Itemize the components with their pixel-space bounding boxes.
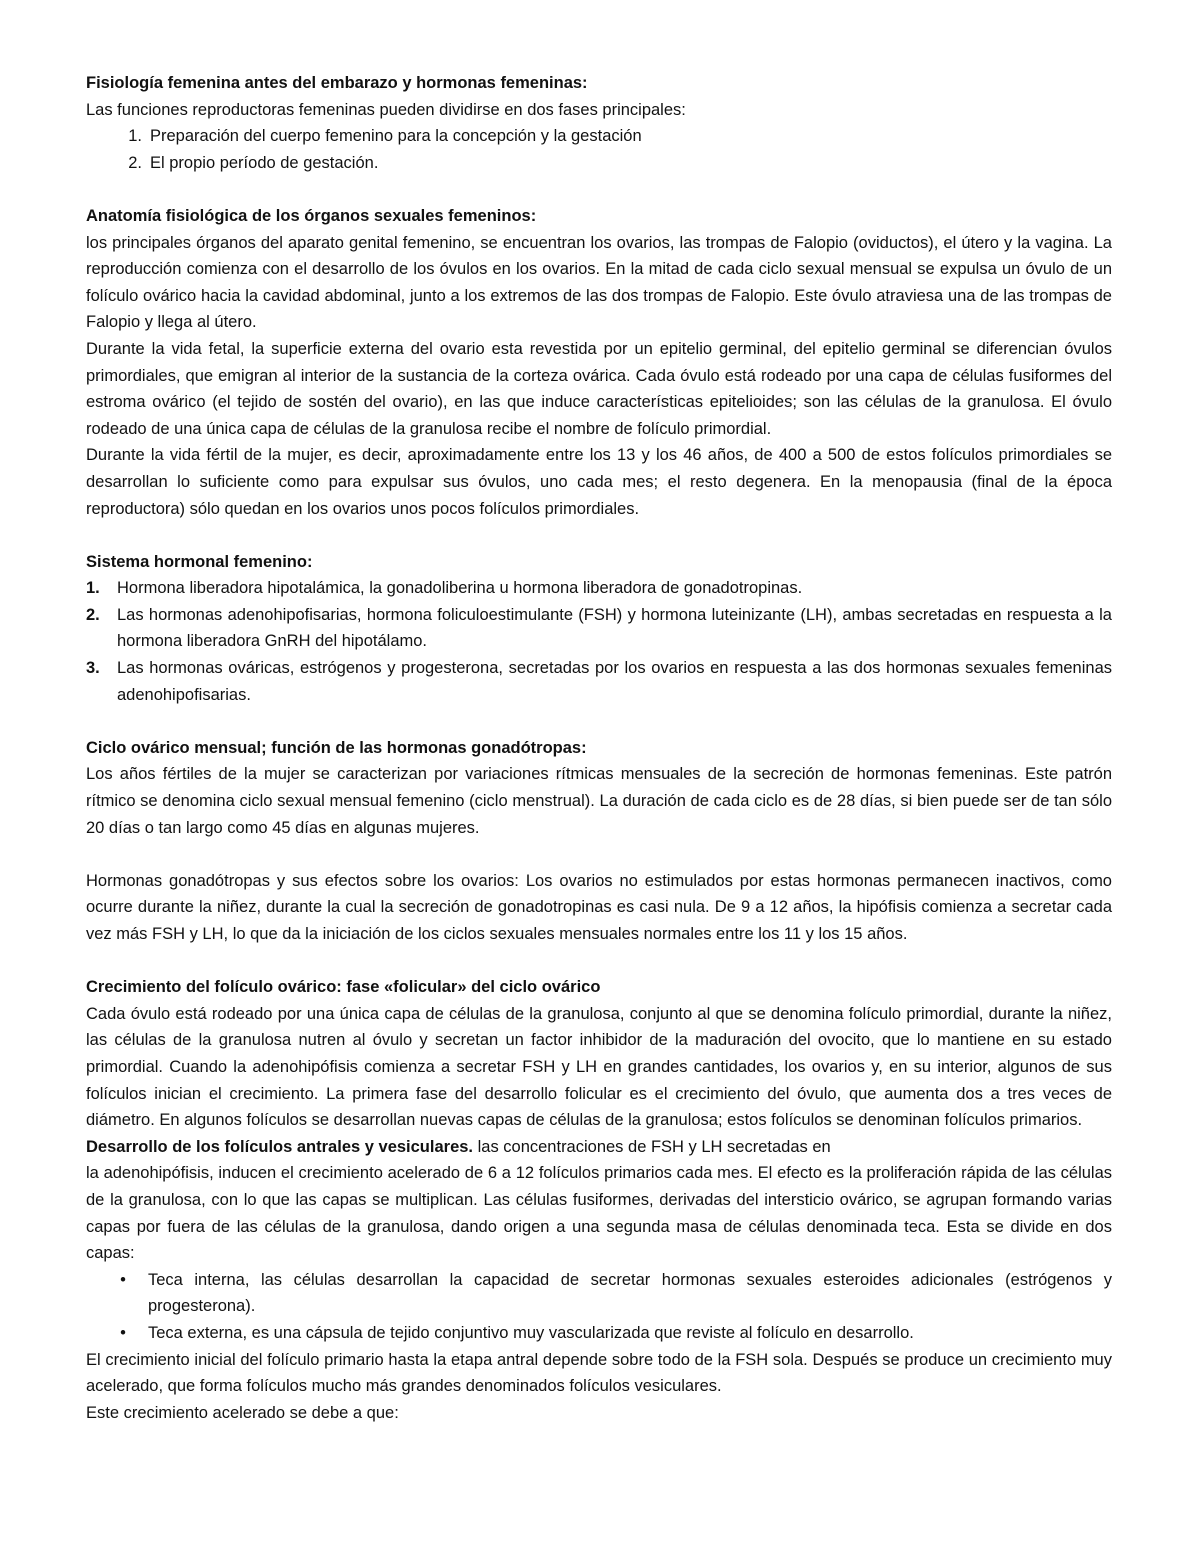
list-number: 2.	[86, 605, 100, 624]
numbered-list	[86, 123, 1112, 176]
subsection-text: las concentraciones de FSH y LH secretadas en	[473, 1137, 831, 1156]
section-title: Sistema hormonal femenino:	[86, 552, 313, 571]
paragraph: Las funciones reproductoras femeninas pueden dividirse en dos fases principales:	[86, 100, 686, 119]
subsection-title: Desarrollo de los folículos antrales y vesiculares.	[86, 1137, 474, 1156]
list-number: 3.	[86, 659, 100, 678]
list-item-text: Las hormonas ováricas, estrógenos y progesterona, secretadas por los ovarios en respuesta a las dos hormonas sexuales femeninas adenohipofisarias.	[117, 659, 1112, 704]
list-item-text: Teca interna, las células desarrollan la capacidad de secretar hormonas sexuales esteroides adicionales (estrógenos y progesterona).	[148, 1270, 1112, 1316]
list-number: 1.	[86, 579, 100, 598]
list-item-text: El propio período de gestación.	[150, 153, 379, 172]
section-title: Crecimiento del folículo ovárico: fase «folicular» del ciclo ovárico	[86, 978, 601, 997]
paragraph: Cada óvulo está rodeado por una única capa de células de la granulosa, conjunto al que se denomina folículo primordial, durante la niñez, las células de la granulosa nutren al óvulo y secretan un factor inhibidor de la maduración del ovocito, que lo mantiene en su estado primordial. Cuando la adenohipófisis comienza a secretar FSH y LH en grandes cantidades, los ovarios y, en su interior, algunos de sus folículos inician el crecimiento. La primera fase del desarrollo folicular es el crecimiento del óvulo, que aumenta dos a tres veces de diámetro. En algunos folículos se desarrollan nuevas capas de células de la granulosa; estos folículos se denominan folículos primarios.	[86, 1004, 1112, 1130]
bullet-icon: •	[120, 1270, 126, 1289]
bullet-list	[86, 1267, 1112, 1347]
list-item	[86, 1320, 1112, 1347]
list-item	[86, 123, 1112, 150]
list-item	[86, 655, 1112, 708]
list-item	[86, 150, 1112, 177]
paragraph: los principales órganos del aparato genital femenino, se encuentran los ovarios, las trompas de Falopio (oviductos), el útero y la vagina. La reproducción comienza con el desarrollo de los óvulos en los ovarios. En la mitad de cada ciclo sexual mensual se expulsa un óvulo de un folículo ovárico hacia la cavidad abdominal, junto a los extremos de las dos trompas de Falopio. Este óvulo atraviesa una de las trompas de Falopio y llega al útero.	[86, 233, 1112, 332]
paragraph: Hormonas gonadótropas y sus efectos sobre los ovarios: Los ovarios no estimulados por estas hormonas permanecen inactivos, como ocurre durante la niñez, durante la cual la secreción de gonadotropinas es casi nula. De 9 a 12 años, la hipófisis comienza a secretar cada vez más FSH y LH, lo que da la iniciación de los ciclos sexuales mensuales normales entre los 11 y los 15 años.	[86, 871, 1112, 943]
paragraph: El crecimiento inicial del folículo primario hasta la etapa antral depende sobre todo de la FSH sola. Después se produce un crecimiento muy acelerado, que forma folículos mucho más grandes denominados folículos vesiculares.	[86, 1350, 1112, 1396]
list-item-text: Hormona liberadora hipotalámica, la gonadoliberina u hormona liberadora de gonadotropinas.	[117, 579, 803, 598]
list-item	[86, 1267, 1112, 1320]
list-number: 2.	[128, 153, 142, 172]
numbered-list	[86, 575, 1112, 708]
list-item-text: Preparación del cuerpo femenino para la concepción y la gestación	[150, 127, 642, 146]
list-item-text: Teca externa, es una cápsula de tejido conjuntivo muy vascularizada que reviste al folículo en desarrollo.	[148, 1323, 914, 1342]
paragraph: Los años fértiles de la mujer se caracterizan por variaciones rítmicas mensuales de la secreción de hormonas femeninas. Este patrón rítmico se denomina ciclo sexual mensual femenino (ciclo menstrual). La duración de cada ciclo es de 28 días, si bien puede ser de tan sólo 20 días o tan largo como 45 días en algunas mujeres.	[86, 765, 1112, 837]
paragraph: Durante la vida fetal, la superficie externa del ovario esta revestida por un epitelio germinal, del epitelio germinal se diferencian óvulos primordiales, que emigran al interior de la sustancia de la corteza ovárica. Cada óvulo está rodeado por una capa de células fusiformes del estroma ovárico (el tejido de sostén del ovario), en las que induce características epitelioides; son las células de la granulosa. El óvulo rodeado de una única capa de células de la granulosa recibe el nombre de folículo primordial.	[86, 339, 1112, 438]
list-item	[86, 602, 1112, 655]
paragraph: Durante la vida fértil de la mujer, es decir, aproximadamente entre los 13 y los 46 años, de 400 a 500 de estos folículos primordiales se desarrollan lo suficiente como para expulsar sus óvulos, uno cada mes; el resto degenera. En la menopausia (final de la época reproductora) sólo quedan en los ovarios unos pocos folículos primordiales.	[86, 446, 1112, 518]
list-number: 1.	[128, 127, 142, 146]
paragraph: Este crecimiento acelerado se debe a que:	[86, 1403, 399, 1422]
section-title: Anatomía fisiológica de los órganos sexuales femeninos:	[86, 206, 537, 225]
paragraph: la adenohipófisis, inducen el crecimiento acelerado de 6 a 12 folículos primarios cada mes. El efecto es la proliferación rápida de las células de la granulosa, con lo que las capas se multiplican. Las células fusiformes, derivadas del intersticio ovárico, se agrupan formando varias capas por fuera de las células de la granulosa, dando origen a una segunda masa de células denominada teca. Esta se divide en dos capas:	[86, 1164, 1112, 1263]
list-item	[86, 575, 1112, 602]
section-title: Fisiología femenina antes del embarazo y hormonas femeninas:	[86, 74, 588, 92]
bullet-icon: •	[120, 1323, 126, 1342]
subsection-line	[86, 1134, 1112, 1161]
list-item-text: Las hormonas adenohipofisarias, hormona foliculoestimulante (FSH) y hormona luteinizante (LH), ambas secretadas en respuesta a la hormona liberadora GnRH del hipotálamo.	[117, 605, 1112, 651]
section-title: Ciclo ovárico mensual; función de las hormonas gonadótropas:	[86, 738, 587, 757]
